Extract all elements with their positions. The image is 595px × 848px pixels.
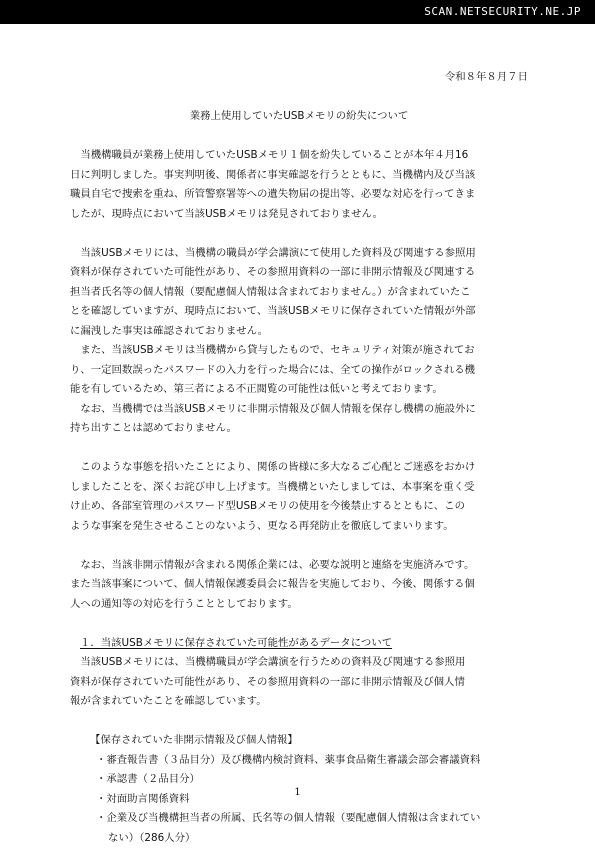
paragraph-spacer bbox=[70, 614, 528, 634]
paragraph-line: このような事態を招いたことにより、関係の皆様に多大なるご心配とご迷惑をおかけ bbox=[70, 458, 528, 478]
paragraph-contents bbox=[70, 244, 528, 439]
paragraph-line: また当該事案について、個人情報保護委員会に報告を実施しており、今後、関係する個 bbox=[70, 575, 528, 595]
document-page bbox=[70, 68, 528, 848]
paragraph-line: 能を有しているため、第三者による不正閲覧の可能性は低いと考えております。 bbox=[70, 380, 528, 400]
paragraph-line: 資料が保存されていた可能性があり、その参照用資料の一部に非開示情報及び関連する bbox=[70, 263, 528, 283]
paragraph-spacer bbox=[70, 439, 528, 459]
document-title: 業務上使用していたUSBメモリの紛失について bbox=[70, 107, 528, 127]
paragraph-line: 当該USBメモリには、当機構の職員が学会講演にて使用した資料及び関連する参照用 bbox=[70, 244, 528, 264]
list-item: ・承認書（２品目分） bbox=[70, 770, 528, 790]
paragraph-line: 職員自宅で捜索を重ね、所管警察署等への遺失物届の提出等、必要な対応を行ってきま bbox=[70, 185, 528, 205]
paragraph-line: 当該USBメモリには、当機構職員が学会講演を行うための資料及び関連する参照用 bbox=[70, 653, 528, 673]
section-body bbox=[70, 653, 528, 712]
paragraph-line: 当機構職員が業務上使用していたUSBメモリ１個を紛失していることが本年４月16 bbox=[70, 146, 528, 166]
paragraph-line: 日に判明しました。事実判明後、関係者に事実確認を行うとともに、当機構内及び当該 bbox=[70, 166, 528, 186]
paragraph-apology bbox=[70, 458, 528, 536]
paragraph-spacer bbox=[70, 536, 528, 556]
page-number: 1 bbox=[0, 787, 595, 798]
paragraph-line: り、一定回数誤ったパスワードの入力を行った場合には、全ての操作がロックされる機 bbox=[70, 361, 528, 381]
list-item-continuation: ない）（286人分） bbox=[70, 829, 528, 848]
list-item: ・対面助言関係資料 bbox=[70, 790, 528, 810]
paragraph-line: したが、現時点において当該USBメモリは発見されておりません。 bbox=[70, 205, 528, 225]
section-heading bbox=[70, 634, 528, 654]
paragraph-line: 資料が保存されていた可能性があり、その参照用資料の一部に非開示情報及び個人情 bbox=[70, 673, 528, 693]
top-banner bbox=[0, 0, 595, 24]
paragraph-line: なお、当機構では当該USBメモリに非開示情報及び個人情報を保存し機構の施設外に bbox=[70, 400, 528, 420]
paragraph-line: ような事案を発生させることのないよう、更なる再発防止を徹底してまいります。 bbox=[70, 517, 528, 537]
list-item: ・企業及び当機構担当者の所属、氏名等の個人情報（要配慮個人情報は含まれてい bbox=[70, 809, 528, 829]
paragraph-spacer bbox=[70, 224, 528, 244]
paragraph-line: に漏洩した事実は確認されておりません。 bbox=[70, 322, 528, 342]
paragraph-line: 人への通知等の対応を行うこととしております。 bbox=[70, 595, 528, 615]
paragraph-line: また、当該USBメモリは当機構から貸与したもので、セキュリティ対策が施されてお bbox=[70, 341, 528, 361]
list-item: ・審査報告書（３品目分）及び機構内検討資料、薬事食品衛生審議会部会審議資料 bbox=[70, 751, 528, 771]
document-date: 令和８年８月７日 bbox=[70, 68, 528, 88]
section-heading-text: １．当該USBメモリに保存されていた可能性があるデータについて bbox=[80, 637, 392, 649]
paragraph-spacer bbox=[70, 712, 528, 732]
paragraph-notification bbox=[70, 556, 528, 615]
paragraph-line: 担当者氏名等の個人情報（要配慮個人情報は含まれておりません。）が含まれていたこ bbox=[70, 283, 528, 303]
paragraph-incident bbox=[70, 146, 528, 224]
paragraph-line: しましたことを、深くお詫び申し上げます。当機構といたしましては、本事案を重く受 bbox=[70, 478, 528, 498]
paragraph-line: け止め、各部室管理のパスワード型USBメモリの使用を今後禁止するとともに、この bbox=[70, 497, 528, 517]
data-list-heading: 【保存されていた非開示情報及び個人情報】 bbox=[70, 731, 528, 751]
paragraph-line: なお、当該非開示情報が含まれる関係企業には、必要な説明と連絡を実施済みです。 bbox=[70, 556, 528, 576]
watermark-text: SCAN.NETSECURITY.NE.JP bbox=[424, 5, 581, 18]
paragraph-line: 報が含まれていたことを確認しています。 bbox=[70, 692, 528, 712]
paragraph-line: とを確認していますが、現時点において、当該USBメモリに保存されていた情報が外部 bbox=[70, 302, 528, 322]
paragraph-line: 持ち出すことは認めておりません。 bbox=[70, 419, 528, 439]
